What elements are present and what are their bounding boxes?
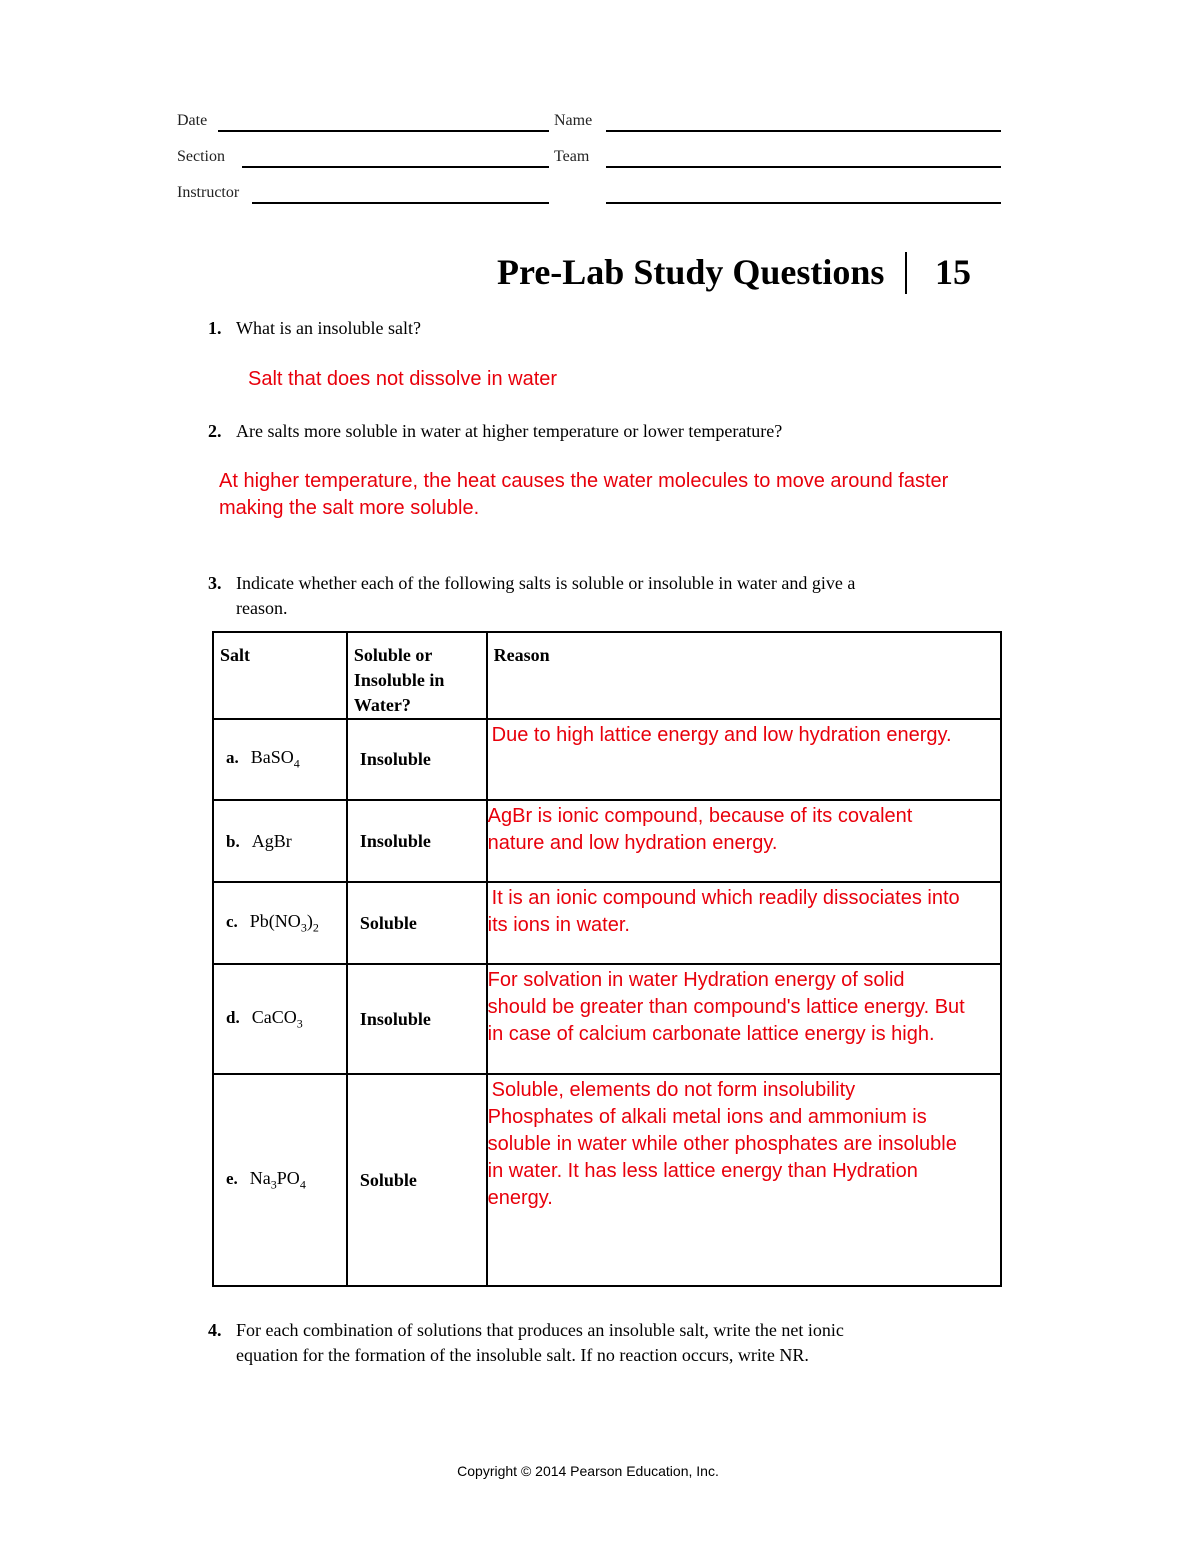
salt-formula-c	[249, 910, 319, 935]
reason-e-line-4: in water. It has less lattice energy than Hydration	[487, 1160, 918, 1182]
header-solubility-line-2: Insoluble in	[353, 670, 445, 690]
table-row	[213, 800, 1001, 882]
salt-label-b: b.	[226, 831, 240, 851]
question-2-text: Are salts more soluble in water at higher temperature or lower temperature?	[236, 421, 783, 441]
reason-cell-b[interactable]	[487, 800, 1001, 882]
question-3-text-line-1: Indicate whether each of the following salts is soluble or insoluble in water and give a	[236, 573, 856, 593]
copyright-footer: Copyright © 2014 Pearson Education, Inc.	[457, 1463, 719, 1479]
date-label: Date	[177, 112, 208, 129]
header-salt-text: Salt	[220, 645, 251, 665]
header-salt	[213, 632, 347, 719]
salt-formula-a	[250, 747, 300, 771]
table-row	[213, 964, 1001, 1074]
answer-2-line-1: At higher temperature, the heat causes the water molecules to move around faster	[219, 470, 949, 492]
header-reason-text: Reason	[493, 645, 550, 665]
chapter-number: 15	[935, 252, 971, 292]
salt-cell-c	[213, 882, 347, 964]
salt-formula-b: AgBr	[251, 830, 292, 851]
name-field[interactable]	[606, 130, 1001, 132]
salt-formula-c-sub-2: 2	[312, 920, 319, 935]
team-label: Team	[554, 148, 590, 165]
reason-d-line-3: in case of calcium carbonate lattice energy is high.	[487, 1023, 935, 1045]
name-label: Name	[554, 112, 593, 129]
salt-cell-a	[213, 719, 347, 800]
salt-formula-d-base: CaCO	[251, 1006, 297, 1027]
solubility-b: Insoluble	[359, 830, 431, 851]
salt-formula-c-sub-1: 3	[300, 920, 307, 935]
salt-formula-e-sub-1: 3	[270, 1177, 277, 1192]
salt-formula-a-sub: 4	[293, 756, 300, 771]
solubility-cell-e	[347, 1074, 487, 1286]
salt-cell-b	[213, 800, 347, 882]
answer-2-line-2: making the salt more soluble.	[219, 497, 480, 519]
reason-a: Due to high lattice energy and low hydration energy.	[491, 724, 952, 746]
page-title: Pre-Lab Study Questions	[497, 252, 885, 292]
question-1-text: What is an insoluble salt?	[236, 318, 421, 338]
question-4-text-line-1: For each combination of solutions that produces an insoluble salt, write the net ionic	[236, 1320, 844, 1340]
reason-c-line-1: It is an ionic compound which readily dissociates into	[491, 887, 960, 909]
question-3-text-line-2: reason.	[236, 598, 288, 618]
salt-formula-c-part-1: Pb(NO	[249, 910, 301, 931]
reason-e-line-5: energy.	[487, 1187, 553, 1209]
question-4-text-line-2: equation for the formation of the insoluble salt. If no reaction occurs, write NR.	[236, 1345, 809, 1365]
question-3-number: 3.	[208, 573, 222, 593]
salt-label-d: d.	[226, 1007, 240, 1027]
salt-formula-e-sub-2: 4	[299, 1177, 306, 1192]
solubility-cell-b	[347, 800, 487, 882]
reason-d-line-2: should be greater than compound's lattice energy. But	[487, 996, 965, 1018]
solubility-d: Insoluble	[359, 1008, 431, 1029]
table-header-row	[213, 632, 1001, 719]
reason-d-line-1: For solvation in water Hydration energy of solid	[487, 969, 905, 991]
title-divider	[905, 252, 907, 294]
solubility-c: Soluble	[359, 912, 417, 933]
instructor-label: Instructor	[177, 184, 240, 201]
question-4-number: 4.	[208, 1320, 222, 1340]
header-solubility-line-1: Soluble or	[353, 645, 433, 665]
salt-cell-e	[213, 1074, 347, 1286]
salt-formula-e-part-2: PO	[276, 1167, 300, 1188]
reason-cell-a[interactable]	[487, 719, 1001, 800]
reason-e-line-3: soluble in water while other phosphates are insoluble	[487, 1133, 957, 1155]
table-row	[213, 882, 1001, 964]
header-solubility	[347, 632, 487, 719]
solubility-a: Insoluble	[359, 749, 431, 769]
table-row	[213, 1074, 1001, 1286]
instructor-field[interactable]	[252, 202, 549, 204]
solubility-e: Soluble	[359, 1169, 417, 1190]
reason-cell-e[interactable]	[487, 1074, 1001, 1286]
reason-cell-d[interactable]	[487, 964, 1001, 1074]
reason-e-line-2: Phosphates of alkali metal ions and ammonium is	[487, 1106, 927, 1128]
salt-formula-a-base: BaSO	[250, 747, 294, 768]
reason-c-line-2: its ions in water.	[487, 914, 630, 936]
section-field[interactable]	[242, 166, 549, 168]
reason-e-line-1: Soluble, elements do not form insolubility	[491, 1079, 856, 1101]
salt-cell-d	[213, 964, 347, 1074]
solubility-cell-d	[347, 964, 487, 1074]
reason-b-line-1: AgBr is ionic compound, because of its covalent	[487, 805, 913, 827]
date-field[interactable]	[218, 130, 549, 132]
section-label: Section	[177, 148, 225, 165]
salt-formula-c-part-2: )	[306, 910, 313, 931]
salt-formula-e	[249, 1167, 306, 1192]
header-solubility-line-3: Water?	[353, 695, 411, 715]
answer-1: Salt that does not dissolve in water	[248, 368, 558, 390]
team-field[interactable]	[606, 166, 1001, 168]
salt-label-c: c.	[226, 911, 238, 931]
salt-formula-d-sub: 3	[296, 1016, 303, 1031]
solubility-cell-c	[347, 882, 487, 964]
blank-field[interactable]	[606, 202, 1001, 204]
question-1-number: 1.	[208, 318, 222, 338]
salt-formula-e-part-1: Na	[249, 1167, 271, 1188]
reason-cell-c[interactable]	[487, 882, 1001, 964]
reason-b-line-2: nature and low hydration energy.	[487, 832, 778, 854]
salts-table	[212, 631, 1002, 1287]
table-row	[213, 719, 1001, 800]
header-reason	[487, 632, 1001, 719]
salt-formula-d	[251, 1006, 303, 1031]
question-2-number: 2.	[208, 421, 222, 441]
salt-label-a: a.	[226, 748, 239, 768]
salt-label-e: e.	[226, 1168, 238, 1188]
solubility-cell-a	[347, 719, 487, 800]
